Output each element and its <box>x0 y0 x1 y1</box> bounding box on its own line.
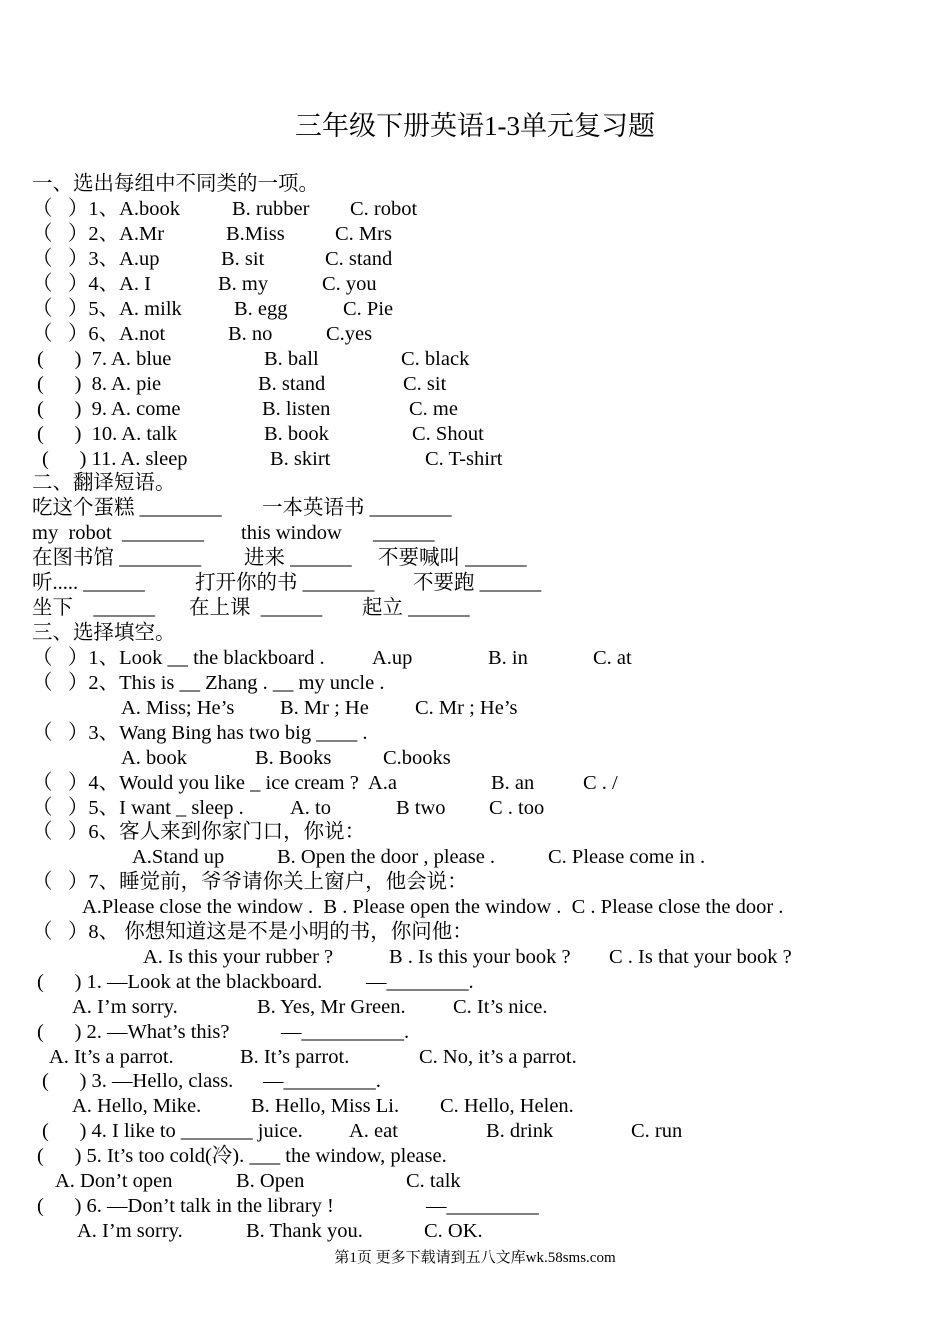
option-text: 一本英语书 ________ <box>262 497 452 519</box>
option-text: B. sit <box>221 248 265 270</box>
option-text: 不要喊叫 ______ <box>378 547 527 569</box>
question-text: ( ) 4. I like to _______ juice. <box>42 1120 303 1142</box>
option-text: —_________ <box>426 1195 539 1217</box>
option-text: 不要跑 ______ <box>413 572 542 594</box>
question-line <box>0 1094 950 1118</box>
question-line <box>0 222 950 246</box>
question-line <box>0 771 950 795</box>
question-line <box>0 297 950 321</box>
option-text: 进来 ______ <box>244 547 352 569</box>
option-text: C. stand <box>325 248 393 270</box>
option-text: ______ <box>373 522 435 544</box>
question-text: ( ) 11. A. sleep <box>42 448 188 470</box>
question-line <box>0 1219 950 1243</box>
option-text: B. listen <box>262 398 331 420</box>
option-text: C. Mrs <box>335 223 392 245</box>
option-text: B. rubber <box>232 198 310 220</box>
question-line <box>0 1069 950 1093</box>
section-heading-text: 一、选出每组中不同类的一项。 <box>32 173 319 195</box>
question-text: 坐下 ______ <box>32 597 155 619</box>
option-text: B. Open the door , please . <box>277 846 496 868</box>
option-text: C. robot <box>350 198 418 220</box>
question-text: A. book <box>121 747 188 769</box>
option-text: B two <box>396 797 446 819</box>
question-text: A. Miss; He’s <box>121 697 235 719</box>
option-text: 打开你的书 _______ <box>195 572 375 594</box>
question-line <box>0 671 950 695</box>
option-text: B. skirt <box>270 448 331 470</box>
question-line <box>0 721 950 745</box>
option-text: B. ball <box>264 348 319 370</box>
question-line <box>0 546 950 570</box>
question-line <box>0 1020 950 1044</box>
question-line <box>0 197 950 221</box>
option-text: B. stand <box>258 373 326 395</box>
section-heading-text: 三、选择填空。 <box>32 622 176 644</box>
question-line <box>0 845 950 869</box>
question-text: A. Is this your rubber ? <box>143 946 334 968</box>
question-line <box>0 870 950 894</box>
option-text: C . too <box>489 797 545 819</box>
question-text: ( ) 7. A. blue <box>37 348 172 370</box>
option-text: 在上课 ______ <box>189 597 323 619</box>
question-text: （ ）2、A.Mr <box>32 223 165 245</box>
question-line <box>0 1169 950 1193</box>
question-text: ( ) 3. —Hello, class. <box>42 1070 234 1092</box>
option-text: C. Mr ; He’s <box>415 697 518 719</box>
question-line <box>0 496 950 520</box>
question-text: my robot ________ <box>32 522 204 544</box>
question-text: （ ）8、 你想知道这是不是小明的书，你问他： <box>32 921 473 943</box>
option-text: —__________. <box>281 1021 410 1043</box>
option-text: C. T-shirt <box>425 448 503 470</box>
question-line <box>0 970 950 994</box>
question-line <box>0 1119 950 1143</box>
page-footer: 第1页 更多下载请到五八文库wk.58sms.com <box>334 1250 616 1266</box>
question-text: ( ) 6. —Don’t talk in the library ! <box>37 1195 334 1217</box>
question-text: ( ) 5. It’s too cold(冷). ___ the window, please. <box>37 1145 447 1167</box>
question-line <box>0 422 950 446</box>
option-text: C. Hello, Helen. <box>440 1095 574 1117</box>
question-line <box>0 1045 950 1069</box>
question-text: （ ）3、A.up <box>32 248 160 270</box>
option-text: C. It’s nice. <box>453 996 548 1018</box>
option-text: C . / <box>583 772 618 794</box>
question-text: （ ）1、Look __ the blackboard . <box>32 647 325 669</box>
question-text: （ ）3、Wang Bing has two big ____ . <box>32 722 368 744</box>
question-text: （ ）5、A. milk <box>32 298 182 320</box>
question-text: A.Please close the window . B . Please open the window . C . Please close the door . <box>82 896 784 918</box>
question-line <box>0 820 950 844</box>
option-text: B. Thank you. <box>246 1220 363 1242</box>
option-text: B. Open <box>236 1170 305 1192</box>
question-text: A. Hello, Mike. <box>72 1095 202 1117</box>
question-text: ( ) 2. —What’s this? <box>37 1021 230 1043</box>
option-text: A. to <box>290 797 331 819</box>
option-text: A.up <box>372 647 413 669</box>
question-line <box>0 1144 950 1168</box>
option-text: C.books <box>383 747 451 769</box>
section-heading <box>0 621 950 645</box>
option-text: C. at <box>593 647 632 669</box>
option-text: C. talk <box>406 1170 461 1192</box>
page-title: 三年级下册英语1-3单元复习题 <box>295 111 655 141</box>
option-text: C. No, it’s a parrot. <box>419 1046 577 1068</box>
question-line <box>0 646 950 670</box>
question-line <box>0 995 950 1019</box>
question-text: （ ）6、A.not <box>32 323 166 345</box>
option-text: B. It’s parrot. <box>240 1046 350 1068</box>
option-text: C . Is that your book ? <box>609 946 792 968</box>
question-line <box>0 322 950 346</box>
option-text: C. me <box>409 398 458 420</box>
question-line <box>0 596 950 620</box>
option-text: B. egg <box>234 298 288 320</box>
option-text: B. drink <box>486 1120 554 1142</box>
option-text: B. in <box>488 647 528 669</box>
question-text: A.Stand up <box>132 846 225 868</box>
question-line <box>0 447 950 471</box>
option-text: C. sit <box>403 373 447 395</box>
question-line <box>0 920 950 944</box>
question-line <box>0 1194 950 1218</box>
option-text: C.yes <box>326 323 373 345</box>
question-text: （ ）7、睡觉前，爷爷请你关上窗户，他会说： <box>32 871 468 893</box>
question-text: （ ）4、A. I <box>32 273 152 295</box>
option-text: C. Please come in . <box>548 846 706 868</box>
question-line <box>0 945 950 969</box>
question-text: A. I’m sorry. <box>72 996 178 1018</box>
question-text: （ ）2、This is __ Zhang . __ my uncle . <box>32 672 385 694</box>
option-text: C. black <box>401 348 470 370</box>
question-text: （ ）6、客人来到你家门口，你说： <box>32 821 366 843</box>
question-text: 吃这个蛋糕 ________ <box>32 497 222 519</box>
question-text: （ ）1、A.book <box>32 198 181 220</box>
option-text: B. Books <box>255 747 332 769</box>
question-line <box>0 895 950 919</box>
option-text: —________. <box>366 971 474 993</box>
question-line <box>0 347 950 371</box>
question-line <box>0 372 950 396</box>
option-text: 起立 ______ <box>362 597 470 619</box>
question-line <box>0 746 950 770</box>
option-text: C. run <box>631 1120 683 1142</box>
option-text: C. OK. <box>424 1220 483 1242</box>
question-text: （ ）4、Would you like _ ice cream ? A.a <box>32 772 397 794</box>
section-heading <box>0 172 950 196</box>
section-heading <box>0 471 950 495</box>
option-text: C. Pie <box>343 298 394 320</box>
option-text: B. Hello, Miss Li. <box>251 1095 400 1117</box>
question-line <box>0 247 950 271</box>
question-text: A. Don’t open <box>55 1170 173 1192</box>
option-text: C. Shout <box>412 423 484 445</box>
question-text: A. I’m sorry. <box>77 1220 183 1242</box>
option-text: B. Mr ; He <box>280 697 369 719</box>
question-line <box>0 397 950 421</box>
question-line <box>0 796 950 820</box>
question-line <box>0 521 950 545</box>
option-text: this window <box>241 522 342 544</box>
option-text: B. my <box>218 273 269 295</box>
option-text: B . Is this your book ? <box>389 946 571 968</box>
question-text: ( ) 10. A. talk <box>37 423 178 445</box>
option-text: A. eat <box>349 1120 398 1142</box>
question-text: （ ）5、I want _ sleep . <box>32 797 244 819</box>
question-line <box>0 571 950 595</box>
option-text: —_________. <box>263 1070 381 1092</box>
question-line <box>0 272 950 296</box>
question-text: A. It’s a parrot. <box>49 1046 174 1068</box>
question-text: 在图书馆 ________ <box>32 547 202 569</box>
option-text: B. Yes, Mr Green. <box>257 996 406 1018</box>
section-heading-text: 二、翻译短语。 <box>32 472 176 494</box>
question-text: ( ) 8. A. pie <box>37 373 162 395</box>
question-text: ( ) 9. A. come <box>37 398 181 420</box>
question-text: ( ) 1. —Look at the blackboard. <box>37 971 323 993</box>
question-text: 听..... ______ <box>32 572 145 594</box>
option-text: B. book <box>264 423 329 445</box>
question-line <box>0 696 950 720</box>
option-text: B.Miss <box>226 223 285 245</box>
option-text: B. an <box>491 772 535 794</box>
option-text: C. you <box>322 273 377 295</box>
option-text: B. no <box>228 323 273 345</box>
